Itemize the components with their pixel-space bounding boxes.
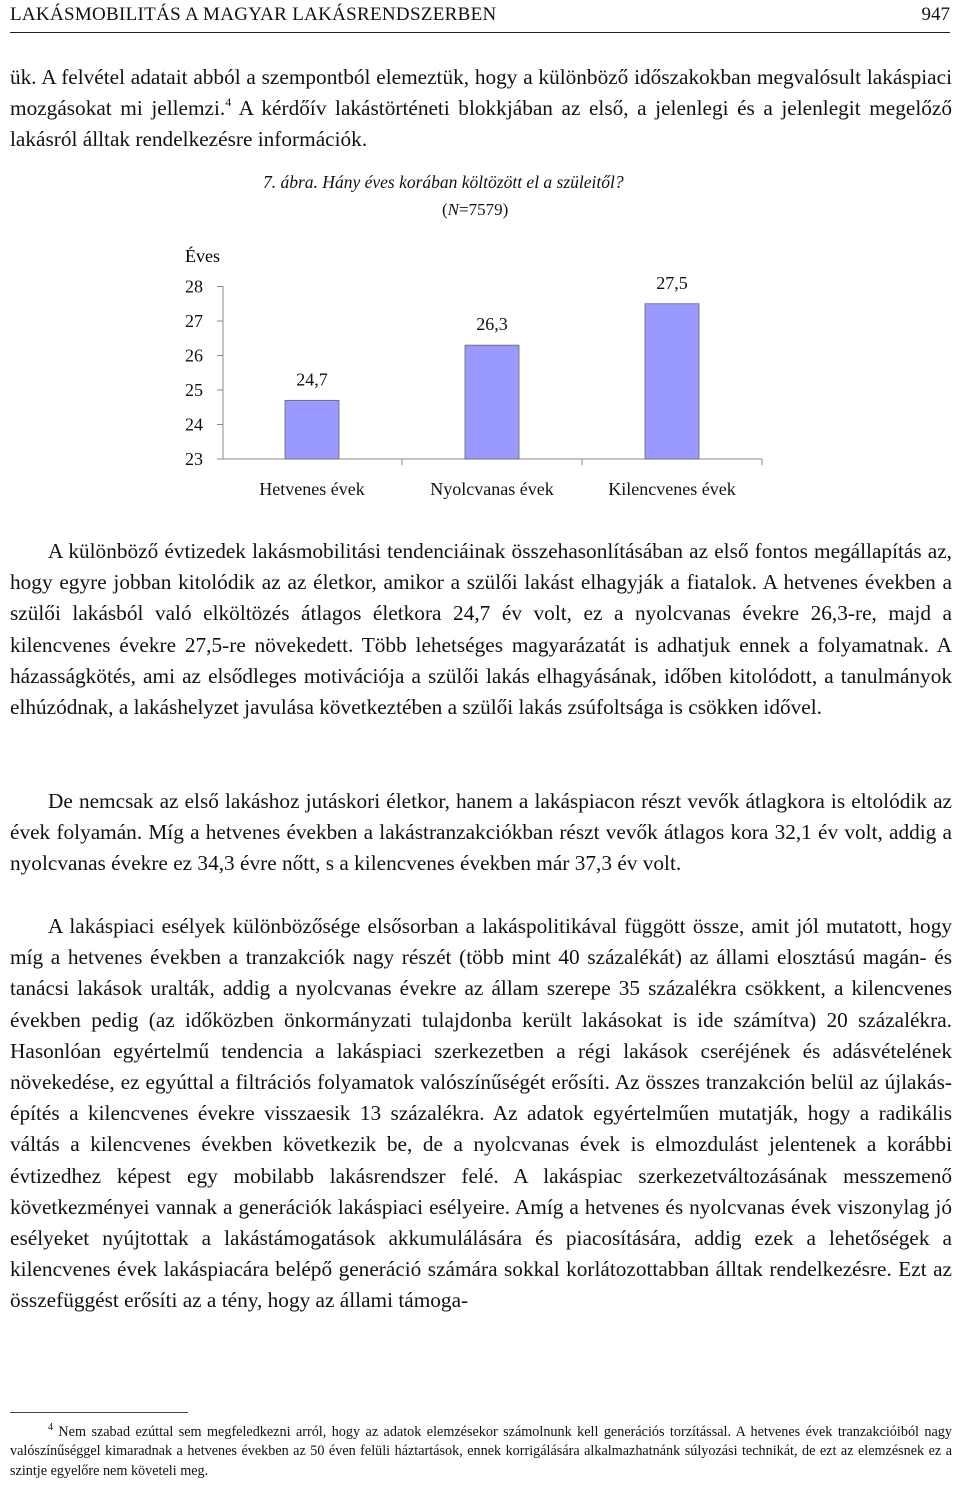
bar-value-label: 27,5 [656,272,688,293]
running-header [10,2,950,33]
bar-chart-figure [0,170,960,510]
bar-chart [0,170,960,510]
bar [465,345,519,459]
category-label: Hetvenes évek [259,479,365,499]
intro-text-a: ük. A felvétel adatait abból a szempontból elemeztük, hogy a különböző időszakokban megvalósult lakáspiaci mozgásokat mi jellemzi. [10,65,952,121]
figure-caption: 7. ábra. Hány éves korában költözött el a szüleitől? [263,172,624,192]
x-ticks [402,459,762,465]
y-tick-label: 28 [185,276,203,297]
category-label: Kilencvenes évek [608,479,736,499]
paragraph-buyer-age: De nemcsak az első lakáshoz jutáskori életkor, hanem a lakáspiacon részt vevők átlagkora is eltolódik az évek folyamán. Míg a hetvenes években a lakástranzakciókban részt vevők átlagos kora 32,1 év volt, addig a nyolcvanas évekre ez 34,3 évre nőtt, s a kilencvenes években már 37,3 év volt. [10,789,952,876]
sample-n-letter: N [447,200,460,219]
intro-paragraph [10,62,952,156]
y-tick-label: 23 [185,449,203,469]
y-ticks [185,277,223,470]
y-tick-label: 27 [185,311,203,331]
bar-value-label: 26,3 [476,314,508,335]
footnote-divider [10,1412,188,1413]
bar [645,304,699,459]
page-number: 947 [921,4,950,25]
category-label: Nyolcvanas évek [430,479,554,499]
y-unit-label: Éves [185,246,220,266]
y-tick-label: 25 [185,380,203,400]
intro-text-b: A kérdőív lakástörténeti blokkjában az első, a jelenlegi és a jelenlegit megelőző lakásról álltak rendelkezésre információk. [10,96,952,152]
bar-value-label: 24,7 [296,369,328,390]
category-labels [259,479,735,499]
footnote-ref[interactable]: 4 [225,95,232,110]
footnote-marker: 4 [48,1422,53,1433]
bar [285,400,339,459]
y-tick-label: 24 [185,414,203,435]
sample-n-value: =7579) [459,200,509,219]
footnote-text: Nem szabad ezúttal sem megfeledkezni arról, hogy az adatok elemzésekor számolnunk kell generációs torzítással. A hetvenes évek tranzakcióiból nagy valószínűséggel kimaradnak a hetvenes években az 50 éven felüli háztartások, ennek korrigálására alkalmazhatnánk súlyozási technikát, de ezt az elemzésnek ez a szintje egyelőre nem követeli meg. [10,1424,952,1479]
footnote [10,1423,952,1481]
running-title: LAKÁSMOBILITÁS A MAGYAR LAKÁSRENDSZERBEN [10,4,497,25]
y-tick-label: 26 [185,345,203,366]
sample-open-paren: ( [442,200,448,219]
paragraph-market-chances: A lakáspiaci esélyek különbözősége elsősorban a lakáspolitikával függött össze, amit jól mutatott, hogy míg a hetvenes években a tranzakciók nagy részét (több mint 40 százalékát) az állami elosztású magán- és tanácsi lakások uralták, addig a nyolcvanas évekre az állam szerepe 35 százalékra csökkent, a kilencvenes években pedig (az időközben önkormányzati tulajdonba került lakásokat is ide számítva) 20 százalékra. Hasonlóan egyértelmű tendencia a lakáspiaci szerkezetben a régi lakások cseréjének és adásvételének növekedése, ez egyúttal a filtrációs folyamatok valószínűségét erősíti. Az összes tranzakción belül az újlakás-építés a kilencvenes évekre visszaesik 13 százalékra. Az adatok egyértelműen mutatják, hogy a radikális váltás a kilencvenes években következik be, de a nyolcvanas évek is elmozdulást jelentenek a korábbi évtizedhez képest egy mobilabb lakásrendszer felé. A lakáspiac szerkezetváltozásának messzemenő következményei vannak a generációk lakáspiaci esélyeire. Amíg a hetvenes és nyolcvanas évek viszonylag jó esélyeket nyújtottak a lakástámogatások akkumulálására és piacosítására, addig ezek a lehetőségek a kilencvenes évek lakáspiacára belépő generáció számára sokkal korlátozottabban álltak rendelkezésre. Ezt az összefüggést erősíti az a tény, hogy az állami támoga- [10,914,952,1313]
paragraph-age-leaving: A különböző évtizedek lakásmobilitási tendenciáinak összehasonlításában az első fontos megállapítás az, hogy egyre jobban kitolódik az az életkor, amikor a szülői lakást elhagyják a fiatalok. A hetvenes években a szülői lakásból való elköltözés átlagos életkora 24,7 év volt, ez a nyolcvanas évekre 26,3-re, majd a kilencvenes évekre 27,5-re növekedett. Több lehetséges magyarázatát is adhatjuk ennek a folyamatnak. A házasságkötés, ami az elsődleges motivációja a szülői lakás elhagyásának, időben kitolódott, a tanulmányok elhúzódnak, a lakáshelyzet javulása következtében a szülői lakás zsúfoltsága is csökken idővel. [10,539,952,720]
